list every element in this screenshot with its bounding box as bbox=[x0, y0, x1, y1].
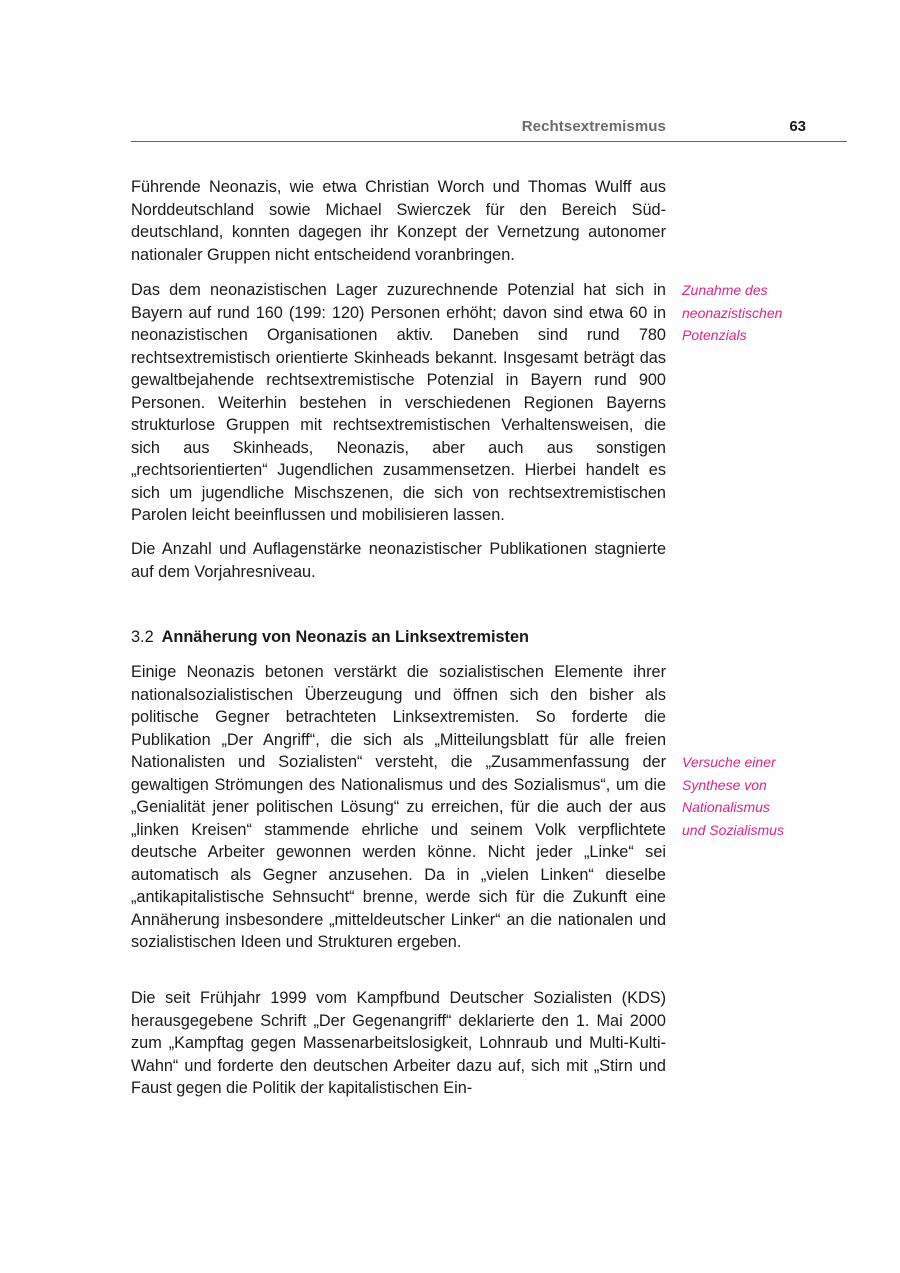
paragraph-5: Die seit Frühjahr 1999 vom Kampfbund Deutscher Sozialisten (KDS) herausgegebene Schrift „Der Gegenangriff“ deklarierte den 1. Mai 2000 zum „Kampftag gegen Massenarbeitslosigkeit, Lohnraub und Multi-Kulti-Wahn“ und forderte den deutschen Arbeiter dazu auf, sich mit „Stirn und Faust gegen die Politik der kapitalistischen Ein- bbox=[131, 989, 666, 1097]
paragraph-1: Führende Neonazis, wie etwa Christian Worch und Thomas Wulff aus Norddeutschland sowie Michael Swierczek für den Bereich Süddeutschland, konnten dagegen ihr Konzept der Vernetzung autonomer nationaler Gruppen nicht entscheidend voranbringen. bbox=[131, 178, 666, 264]
section-number: 3.2 bbox=[131, 628, 154, 646]
header-divider bbox=[131, 141, 847, 142]
paragraph-2: Das dem neonazistischen Lager zuzurechnende Potenzial hat sich in Bayern auf rund 160 (199: 120) Personen erhöht; davon sind etwa 60 in neonazistischen Organisationen aktiv. Daneben sind rund 780 rechtsextremistisch orientierte Skinheads bekannt. Insgesamt beträgt das gewaltbejahende rechtsextremistische Potenzial in Bayern rund 900 Personen. Weiterhin bestehen in verschiedenen Regionen Bayerns strukturlose Gruppen mit rechtsextremistischen Verhaltensweisen, die sich aus Skinheads, Neonazis, aber auch aus sonstigen „rechtsorientierten“ Jugendlichen zusammensetzen. Hierbei handelt es sich um jugendliche Mischszenen, die sich von rechtsextremistischen Parolen leicht beeinflussen und mobilisieren lassen. bbox=[131, 281, 666, 524]
section-heading bbox=[131, 626, 731, 648]
running-header-title: Rechtsextremismus bbox=[521, 118, 666, 135]
margin-note-1-line-2: neonazistischen bbox=[682, 304, 783, 321]
margin-note-1 bbox=[682, 279, 832, 347]
margin-note-2 bbox=[682, 751, 832, 841]
margin-note-2-line-4: und Sozialismus bbox=[682, 821, 784, 838]
margin-note-1-line-3: Potenzials bbox=[682, 327, 747, 343]
paragraph-4: Einige Neonazis betonen verstärkt die sozialistischen Elemente ihrer nationalsozialistischen Überzeugung und öffnen sich den bisher als politische Gegner betrachteten Linksextremisten. So forderte die Publikation „Der Angriff“, die sich als „Mitteilungsblatt für alle freien Nationalisten und Sozialisten“ versteht, die „Zusammenfassung der gewaltigen Strömungen des Nationalismus und des Sozialismus“, um die „Genialität jener politischen Lösung“ zu erreichen, für die auch der aus „linken Kreisen“ stammende ehrliche und seinem Volk verpflichtete deutsche Arbeiter gewonnen werden könne. Nicht jeder „Linke“ sei automatisch als Gegner anzusehen. Da in „vielen Linken“ dieselbe „antikapitalistische Sehnsucht“ brenne, werde sich für die Zukunft eine Annäherung insbesondere „mitteldeutscher Linker“ an die nationalen und sozialistischen Ideen und Strukturen ergeben. bbox=[131, 663, 666, 951]
page-number: 63 bbox=[789, 118, 806, 135]
margin-note-2-line-3: Nationalismus bbox=[682, 799, 770, 815]
section-title: Annäherung von Neonazis an Linksextremisten bbox=[161, 628, 529, 646]
margin-note-2-line-1: Versuche einer bbox=[682, 754, 776, 770]
margin-note-1-line-1: Zunahme des bbox=[682, 282, 768, 298]
margin-note-2-line-2: Synthese von bbox=[682, 776, 767, 793]
paragraph-3: Die Anzahl und Auflagenstärke neonazistischer Publikationen stagnierte auf dem Vorjahresniveau. bbox=[131, 540, 666, 581]
